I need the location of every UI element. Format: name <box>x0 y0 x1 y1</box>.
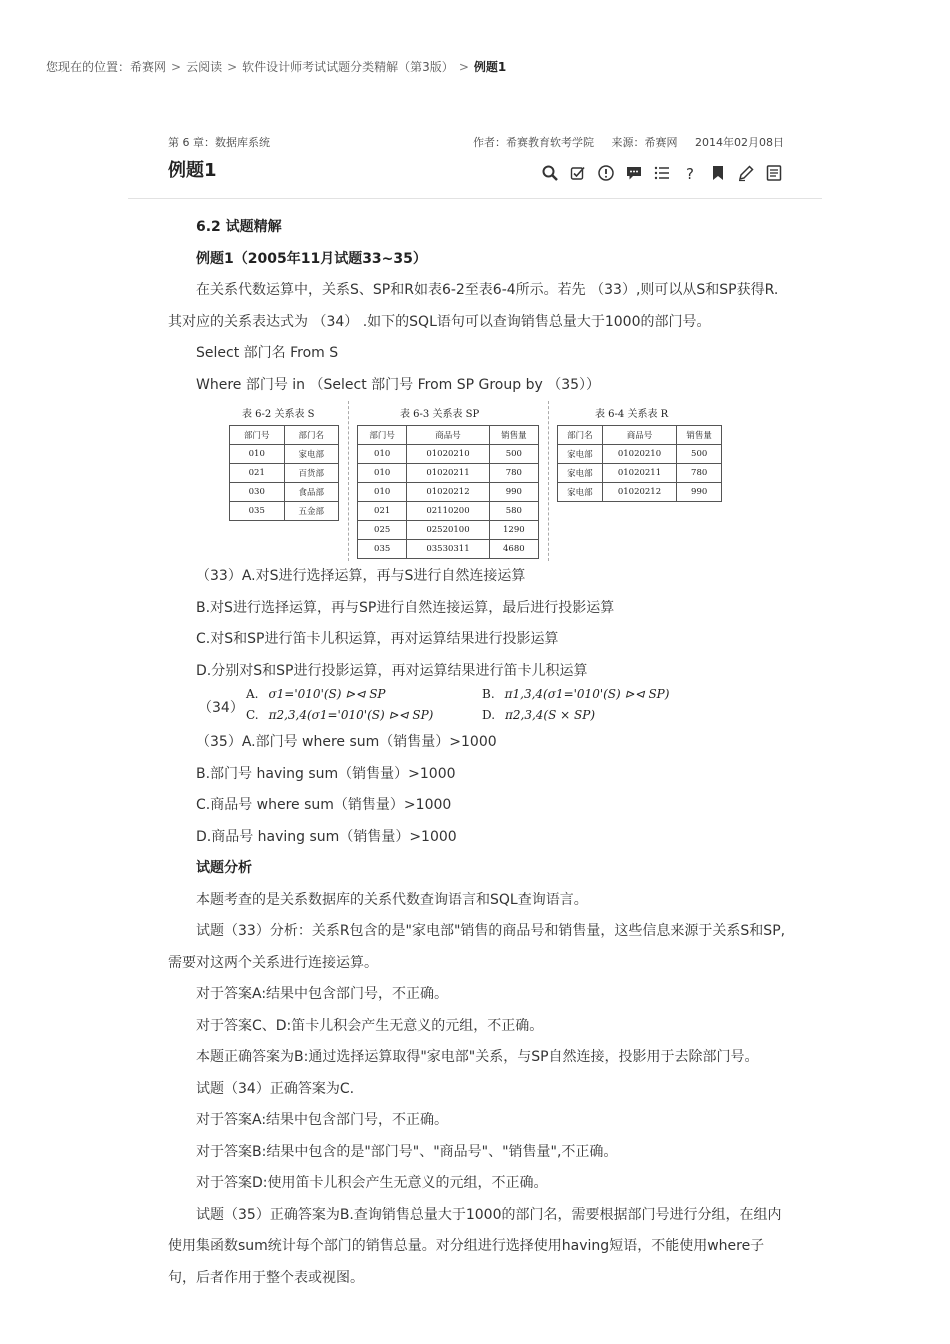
analysis-line: 句，后者作用于整个表或视图。 <box>168 1269 364 1286</box>
table-cell: 02110200 <box>407 502 489 521</box>
table-header: 商品号 <box>602 426 677 445</box>
help-icon <box>681 164 699 182</box>
table-cell: 食品部 <box>284 483 339 502</box>
bookmark-icon <box>709 164 727 182</box>
breadcrumb <box>46 58 506 75</box>
table-cell: 4680 <box>489 540 538 559</box>
table-cell: 家电部 <box>558 464 603 483</box>
breadcrumb-prefix: 您现在的位置： <box>46 60 131 74</box>
formula: π2,3,4(S × SP) <box>505 708 595 722</box>
table-row <box>358 540 539 559</box>
table-cell: 百货部 <box>284 464 339 483</box>
article-meta <box>459 134 784 150</box>
search-icon <box>541 164 559 182</box>
edit-icon <box>737 164 755 182</box>
table-s <box>229 425 339 521</box>
table-header: 部门名 <box>284 426 339 445</box>
notes-button[interactable] <box>764 162 784 184</box>
sql-line: Select 部门名 From S <box>196 345 339 361</box>
table-cell: 500 <box>677 445 722 464</box>
table-cell: 01020210 <box>407 445 489 464</box>
example-heading: 例题1（2005年11月试题33~35） <box>196 250 427 267</box>
table-cell: 家电部 <box>284 445 339 464</box>
analysis-line: 对于答案D:使用笛卡儿积会产生无意义的元组，不正确。 <box>196 1175 548 1191</box>
table-cell: 010 <box>358 483 407 502</box>
search-button[interactable] <box>540 162 560 184</box>
table-sp-title: 表 6-3 关系表 SP <box>400 409 480 420</box>
report-button[interactable] <box>596 162 616 184</box>
table-row <box>230 445 339 464</box>
analysis-line: 对于答案A:结果中包含部门号，不正确。 <box>196 986 449 1002</box>
svg-text:?: ? <box>686 165 694 182</box>
chapter-label: 第 6 章：数据库系统 <box>168 136 270 149</box>
analysis-line: 对于答案A:结果中包含部门号，不正确。 <box>196 1112 449 1128</box>
table-cell: 01020210 <box>602 445 677 464</box>
table-cell: 025 <box>358 521 407 540</box>
table-cell: 035 <box>358 540 407 559</box>
table-cell: 家电部 <box>558 445 603 464</box>
option-key: D. <box>482 708 496 722</box>
table-cell: 021 <box>358 502 407 521</box>
table-cell: 010 <box>358 445 407 464</box>
table-cell: 010 <box>230 445 285 464</box>
comment-button[interactable] <box>624 162 644 184</box>
breadcrumb-separator: > <box>458 60 469 74</box>
analysis-line: 试题（35）正确答案为B.查询销售总量大于1000的部门名，需要根据部门号进行分组，在组内 <box>196 1206 782 1223</box>
article-toolbar <box>540 162 784 184</box>
option-line: （35）A.部门号 where sum（销售量）>1000 <box>196 734 497 750</box>
analysis-line: 使用集函数sum统计每个部门的销售总量。对分组进行选择使用having短语，不能使用where子 <box>168 1238 765 1254</box>
table-row <box>358 445 539 464</box>
table-header: 部门名 <box>558 426 603 445</box>
table-row <box>358 464 539 483</box>
formula: π2,3,4(σ1='010'(S) ⊳⊲ SP) <box>268 708 434 722</box>
breadcrumb-separator: > <box>171 60 182 74</box>
table-r <box>557 425 722 502</box>
table-row <box>230 483 339 502</box>
table-row <box>558 445 722 464</box>
analysis-heading: 试题分析 <box>196 860 252 876</box>
table-cell: 780 <box>677 464 722 483</box>
notes-icon <box>765 164 783 182</box>
comment-icon <box>625 164 643 182</box>
breadcrumb-separator: > <box>227 60 238 74</box>
table-row <box>230 502 339 521</box>
table-cell: 030 <box>230 483 285 502</box>
option-line: （33）A.对S进行选择运算，再与S进行自然连接运算 <box>196 568 526 584</box>
analysis-body <box>168 885 786 1295</box>
author-label: 作者：希赛教育软考学院 <box>473 136 594 149</box>
page-title: 例题1 <box>168 160 217 181</box>
table-header: 商品号 <box>407 426 489 445</box>
analysis-line: 本题正确答案为B:通过选择运算取得"家电部"关系，与SP自然连接，投影用于去除部门号。 <box>196 1049 759 1065</box>
analysis-line: 试题（34）正确答案为C. <box>196 1080 355 1097</box>
article-body <box>168 212 786 1294</box>
breadcrumb-current: 例题1 <box>473 60 507 74</box>
question-stem-line: 在关系代数运算中，关系S、SP和R如表6-2至表6-4所示。若先 （33）,则可以从S和SP获得R. <box>196 282 779 298</box>
table-header: 销售量 <box>489 426 538 445</box>
table-cell: 家电部 <box>558 483 603 502</box>
option-34-c <box>246 708 433 722</box>
option-34-b <box>482 687 669 701</box>
table-row <box>358 483 539 502</box>
alert-icon <box>597 164 615 182</box>
edit-button[interactable] <box>736 162 756 184</box>
table-row <box>558 464 722 483</box>
check-note-button[interactable] <box>568 162 588 184</box>
table-cell: 01020212 <box>602 483 677 502</box>
list-icon <box>653 164 671 182</box>
table-r-title: 表 6-4 关系表 R <box>595 409 669 420</box>
table-cell: 580 <box>489 502 538 521</box>
table-header: 销售量 <box>677 426 722 445</box>
option-line: D.分别对S和SP进行投影运算，再对运算结果进行笛卡儿积运算 <box>196 662 588 679</box>
date-label: 2014年02月08日 <box>695 136 784 149</box>
breadcrumb-link-reader[interactable]: 云阅读 <box>186 60 223 74</box>
table-s-title: 表 6-2 关系表 S <box>242 409 315 420</box>
analysis-line: 对于答案C、D:笛卡儿积会产生无意义的元组，不正确。 <box>196 1017 544 1034</box>
header-divider <box>128 198 822 199</box>
table-row <box>358 502 539 521</box>
section-heading: 6.2 试题精解 <box>196 219 282 235</box>
table-row <box>558 483 722 502</box>
analysis-line: 本题考查的是关系数据库的关系代数查询语言和SQL查询语言。 <box>196 891 588 908</box>
option-line: D.商品号 having sum（销售量）>1000 <box>196 828 457 845</box>
option-34-a <box>246 687 385 701</box>
option-line: C.商品号 where sum（销售量）>1000 <box>196 797 452 813</box>
table-sp <box>357 425 539 559</box>
table-divider <box>548 401 549 561</box>
table-cell: 五金部 <box>284 502 339 521</box>
table-cell: 035 <box>230 502 285 521</box>
analysis-line: 需要对这两个关系进行连接运算。 <box>168 954 378 971</box>
table-cell: 01020211 <box>407 464 489 483</box>
source-label: 来源：希赛网 <box>611 136 678 149</box>
table-cell: 02520100 <box>407 521 489 540</box>
table-cell: 03530311 <box>407 540 489 559</box>
option-key: C. <box>246 708 259 722</box>
table-header: 部门号 <box>358 426 407 445</box>
table-header: 部门号 <box>230 426 285 445</box>
formula: π1,3,4(σ1='010'(S) ⊳⊲ SP) <box>504 687 670 701</box>
help-button[interactable] <box>680 162 700 184</box>
table-row <box>230 464 339 483</box>
option-key: A. <box>246 687 259 701</box>
option-line: B.部门号 having sum（销售量）>1000 <box>196 765 456 782</box>
analysis-line: 对于答案B:结果中包含的是"部门号"、"商品号"、"销售量",不正确。 <box>196 1143 618 1160</box>
question-stem-line: 其对应的关系表达式为 （34） .如下的SQL语句可以查询销售总量大于1000的部门号。 <box>168 313 711 330</box>
option-line: C.对S和SP进行笛卡儿积运算，再对运算结果进行投影运算 <box>196 631 559 647</box>
table-cell: 780 <box>489 464 538 483</box>
table-cell: 990 <box>677 483 722 502</box>
option-line: B.对S进行选择运算，再与SP进行自然连接运算，最后进行投影运算 <box>196 599 615 616</box>
question-34-options <box>168 687 782 727</box>
table-cell: 01020212 <box>407 483 489 502</box>
breadcrumb-link-site[interactable]: 希赛网 <box>130 60 167 74</box>
bookmark-button[interactable] <box>708 162 728 184</box>
table-row <box>358 521 539 540</box>
breadcrumb-link-book[interactable]: 软件设计师考试试题分类精解（第3版） <box>242 60 454 74</box>
table-cell: 021 <box>230 464 285 483</box>
table-cell: 010 <box>358 464 407 483</box>
table-cell: 500 <box>489 445 538 464</box>
option-key: B. <box>482 687 495 701</box>
formula: σ1='010'(S) ⊳⊲ SP <box>268 687 386 701</box>
toc-button[interactable] <box>652 162 672 184</box>
option-34-d <box>482 708 595 722</box>
analysis-line: 试题（33）分析：关系R包含的是"家电部"销售的商品号和销售量，这些信息来源于关系S和SP, <box>196 923 786 939</box>
question-34-label: （34） <box>198 700 244 716</box>
table-cell: 1290 <box>489 521 538 540</box>
check-note-icon <box>569 164 587 182</box>
table-divider <box>348 401 349 561</box>
sql-line: Where 部门号 in （Select 部门号 From SP Group by （35）） <box>196 376 601 393</box>
relation-tables-figure <box>196 401 782 561</box>
table-cell: 990 <box>489 483 538 502</box>
table-cell: 01020211 <box>602 464 677 483</box>
